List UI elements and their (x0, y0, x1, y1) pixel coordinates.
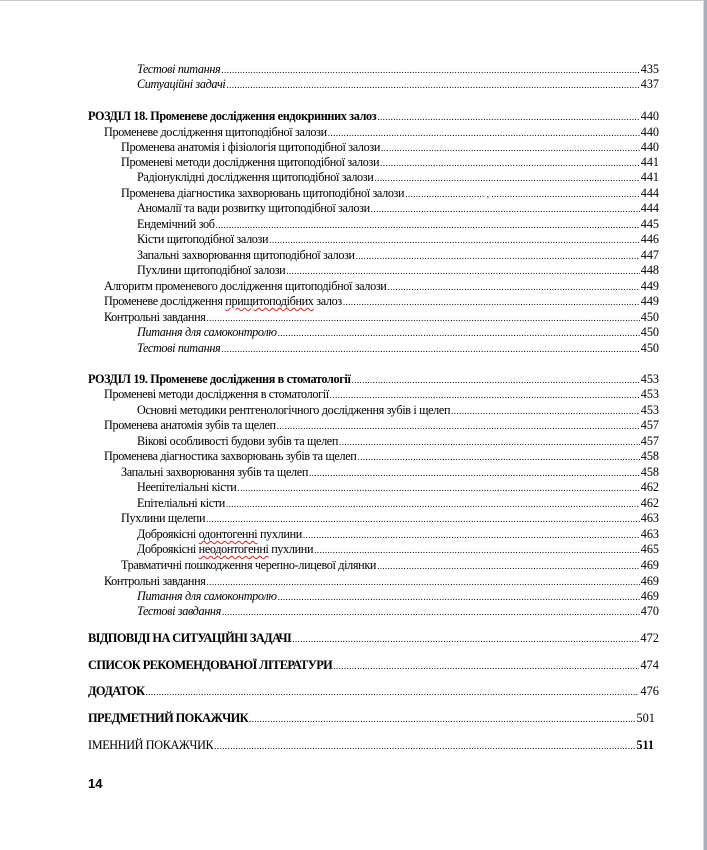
toc-entry-title: Тестові питання (137, 341, 221, 355)
toc-entry-title: Кісти щитоподібної залози (137, 232, 269, 246)
dot-leader (222, 607, 640, 617)
toc-entry[interactable] (88, 658, 659, 673)
toc-entry-title: Променеві методи дослідження в стоматології (104, 387, 329, 401)
toc-entry-title: Алгоритм променевого дослідження щитоподібної залози (104, 279, 387, 293)
dot-leader (314, 545, 640, 555)
toc-entry-title: Променеві методи дослідження щитоподібної залози (121, 155, 380, 169)
dot-leader (292, 634, 639, 644)
toc-entry[interactable] (121, 186, 659, 201)
toc-entry[interactable] (137, 434, 659, 449)
toc-entry[interactable] (104, 449, 659, 464)
toc-entry-page: 511 (636, 738, 654, 752)
dot-leader (328, 128, 640, 138)
toc-entry-title: ВІДПОВІДІ НА СИТУАЦІЙНІ ЗАДАЧІ (88, 631, 292, 645)
dot-leader (226, 499, 640, 509)
toc-entry-title: РОЗДІЛ 18. Променеве дослідження ендокринних залоз (88, 109, 377, 123)
toc-entry-title: Радіонуклідні дослідження щитоподібної залози (137, 170, 374, 184)
toc-entry-page: 453 (640, 372, 659, 386)
dot-leader (380, 158, 640, 168)
toc-entry-page: 462 (640, 480, 659, 494)
dot-leader (451, 406, 640, 416)
dot-leader (374, 173, 639, 183)
toc-entry-page: 447 (640, 248, 659, 262)
toc-entry-title: Травматичні пошкодження черепно-лицевої ділянки (121, 558, 377, 572)
toc-entry-page: 469 (640, 574, 659, 588)
toc-entry-page: 440 (640, 140, 659, 154)
toc-entry-title (137, 527, 302, 542)
dot-leader (405, 189, 640, 199)
toc-entry-page: 441 (640, 170, 659, 184)
toc-entry-title-part: пухлини (257, 527, 302, 541)
toc-entry-page: 462 (640, 496, 659, 510)
toc-entry-title: Променеве дослідження щитоподібної залози (104, 125, 327, 139)
toc-entry-page: 449 (640, 294, 659, 308)
toc-entry-page: 446 (640, 232, 659, 246)
dot-leader (377, 561, 640, 571)
stray-comma-mark: , (486, 189, 490, 199)
toc-entry[interactable] (137, 496, 659, 511)
page-top-edge (0, 0, 707, 1)
toc-entry-title-part: Доброякісні (137, 527, 199, 541)
toc-entry[interactable] (137, 77, 659, 92)
dot-leader (343, 297, 640, 307)
toc-entry[interactable] (104, 387, 659, 402)
toc-entry-title: Аномалії та вади розвитку щитоподібної залози (137, 201, 370, 215)
toc-entry-title: Променева анатомія зубів та щелеп (104, 418, 276, 432)
toc-entry-page: 444 (640, 201, 659, 215)
dot-leader (145, 687, 639, 697)
dot-leader (214, 741, 635, 751)
toc-entry-page: 463 (640, 527, 659, 541)
toc-entry[interactable] (88, 738, 654, 753)
toc-entry-title: Питання для самоконтролю (137, 589, 277, 603)
toc-entry-page: 453 (640, 387, 659, 401)
dot-leader (278, 328, 640, 338)
toc-entry[interactable] (137, 62, 659, 77)
toc-entry-title: Вікові особливості будови зубів та щелеп (137, 434, 339, 448)
toc-entry[interactable] (88, 684, 659, 699)
dot-leader (207, 577, 640, 587)
toc-entry-page: 449 (640, 279, 659, 293)
toc-entry-title: ДОДАТОК (88, 684, 145, 698)
toc-entry-title: Променева анатомія і фізіологія щитоподібної залози (121, 140, 380, 154)
toc-entry[interactable] (137, 170, 659, 185)
toc-entry-title: Ситуаційні задачі (137, 77, 226, 91)
toc-entry-page: 457 (640, 434, 659, 448)
toc-entry-title (137, 542, 313, 557)
dot-leader (381, 143, 640, 153)
toc-entry[interactable] (121, 558, 659, 573)
toc-entry[interactable] (137, 341, 659, 356)
toc-entry-page: 445 (640, 217, 659, 231)
toc-entry[interactable] (121, 140, 659, 155)
dot-leader (237, 483, 639, 493)
dot-leader (286, 266, 639, 276)
dot-leader (309, 468, 640, 478)
dot-leader (371, 204, 640, 214)
toc-entry-title: Основні методики рентгенологічного дослідження зубів і щелеп (137, 403, 451, 417)
dot-leader (269, 235, 640, 245)
toc-entry-page: 450 (640, 341, 659, 355)
toc-entry-title: Контрольні завдання (104, 310, 206, 324)
toc-entry-title: Променева діагностика захворювань щитоподібної залози (121, 186, 405, 200)
toc-entry-title: ІМЕННИЙ ПОКАЖЧИК (88, 738, 214, 752)
toc-entry-title: Запальні захворювання щитоподібної залози (137, 248, 355, 262)
toc-entry[interactable] (137, 325, 659, 340)
dot-leader (377, 112, 639, 122)
toc-entry[interactable] (88, 109, 659, 124)
toc-entry[interactable] (137, 589, 659, 604)
toc-entry-title: Питання для самоконтролю (137, 325, 277, 339)
toc-entry-page: 453 (640, 403, 659, 417)
dot-leader (221, 344, 639, 354)
page-number: 14 (88, 776, 103, 791)
toc-entry[interactable] (104, 310, 659, 325)
dot-leader (387, 282, 639, 292)
dot-leader (330, 390, 640, 400)
dot-leader (277, 421, 640, 431)
toc-entry-page: 476 (640, 684, 659, 698)
toc-entry[interactable] (121, 155, 659, 170)
toc-entry-page: 448 (640, 263, 659, 277)
toc-entry-page: 463 (640, 511, 659, 525)
toc-entry[interactable] (137, 201, 659, 216)
dot-leader (226, 80, 639, 90)
toc-entry[interactable] (88, 711, 655, 726)
spellcheck-flagged-word: неодонтогенні (198, 542, 269, 556)
dot-leader (339, 437, 640, 447)
toc-entry[interactable] (137, 604, 659, 619)
toc-entry-page: 457 (640, 418, 659, 432)
toc-entry-page: 450 (640, 325, 659, 339)
toc-entry-page: 474 (640, 658, 659, 672)
toc-entry-title: Епітеліальні кісти (137, 496, 225, 510)
toc-entry-page: 435 (640, 62, 659, 76)
spellcheck-flagged-word: прищитоподібних (225, 294, 314, 308)
toc-entry-page: 444 (640, 186, 659, 200)
toc-entry[interactable] (88, 372, 659, 387)
dot-leader (356, 251, 640, 261)
toc-entry-title: Променева діагностика захворювань зубів та щелеп (104, 449, 357, 463)
toc-entry[interactable] (104, 279, 659, 294)
toc-entry[interactable] (137, 527, 659, 542)
toc-entry[interactable] (137, 232, 659, 247)
toc-entry-page: 450 (640, 310, 659, 324)
toc-entry-title: СПИСОК РЕКОМЕНДОВАНОЇ ЛІТЕРАТУРИ (88, 658, 333, 672)
toc-entry[interactable] (104, 574, 659, 589)
dot-leader (216, 220, 640, 230)
dot-leader-part: .............................. (405, 189, 485, 199)
toc-entry-title: Контрольні завдання (104, 574, 206, 588)
toc-entry[interactable] (137, 480, 659, 495)
toc-entry-title-part: пухлини (268, 542, 314, 556)
dot-leader (357, 452, 639, 462)
toc-entry[interactable] (121, 511, 659, 526)
toc-entry-title: Тестові завдання (137, 604, 221, 618)
toc-entry-title: Тестові питання (137, 62, 221, 76)
dot-leader (221, 65, 639, 75)
toc-entry-page: 458 (640, 465, 659, 479)
toc-entry-page: 440 (640, 109, 659, 123)
toc-entry-page: 441 (640, 155, 659, 169)
toc-entry-title: ПРЕДМЕТНИЙ ПОКАЖЧИК (88, 711, 249, 725)
toc-entry-title: Ендемічний зоб (137, 217, 215, 231)
dot-leader (333, 661, 639, 671)
toc-entry-title-part: залоз (313, 294, 342, 308)
dot-leader (303, 530, 640, 540)
toc-entry-title: Запальні захворювання зубів та щелеп (121, 465, 308, 479)
toc-entry[interactable] (104, 418, 659, 433)
toc-entry-page: 440 (640, 125, 659, 139)
dot-leader (207, 313, 640, 323)
toc-entry[interactable] (137, 542, 659, 557)
toc-entry[interactable] (137, 217, 659, 232)
toc-entry-page: 458 (640, 449, 659, 463)
toc-entry-page: 470 (640, 604, 659, 618)
toc-entry-title (104, 294, 342, 309)
toc-entry-page: 469 (640, 589, 659, 603)
toc-entry-page: 465 (640, 542, 659, 556)
toc-entry[interactable] (104, 294, 659, 309)
toc-entry[interactable] (137, 263, 659, 278)
toc-entry-title: РОЗДІЛ 19. Променеве дослідження в стоматології (88, 372, 351, 386)
toc-entry-title-part: Променеве дослідження (104, 294, 226, 308)
dot-leader (206, 514, 640, 524)
toc-entry-page: 501 (636, 711, 655, 725)
toc-entry[interactable] (104, 125, 659, 140)
spellcheck-flagged-word: одонтогенні (198, 527, 258, 541)
toc-entry-title: Пухлини щитоподібної залози (137, 263, 286, 277)
toc-entry[interactable] (137, 403, 659, 418)
toc-entry[interactable] (137, 248, 659, 263)
dot-leader (278, 592, 640, 602)
toc-entry-title: Пухлини щелепи (121, 511, 206, 525)
toc-entry-page: 469 (640, 558, 659, 572)
toc-entry-page: 437 (640, 77, 659, 91)
toc-entry-title-part: Доброякісні (137, 542, 199, 556)
dot-leader (249, 714, 635, 724)
dot-leader (351, 375, 639, 385)
toc-entry[interactable] (121, 465, 659, 480)
toc-entry-page: 472 (640, 631, 659, 645)
toc-entry[interactable] (88, 631, 659, 646)
toc-entry-title: Неепітеліальні кісти (137, 480, 237, 494)
